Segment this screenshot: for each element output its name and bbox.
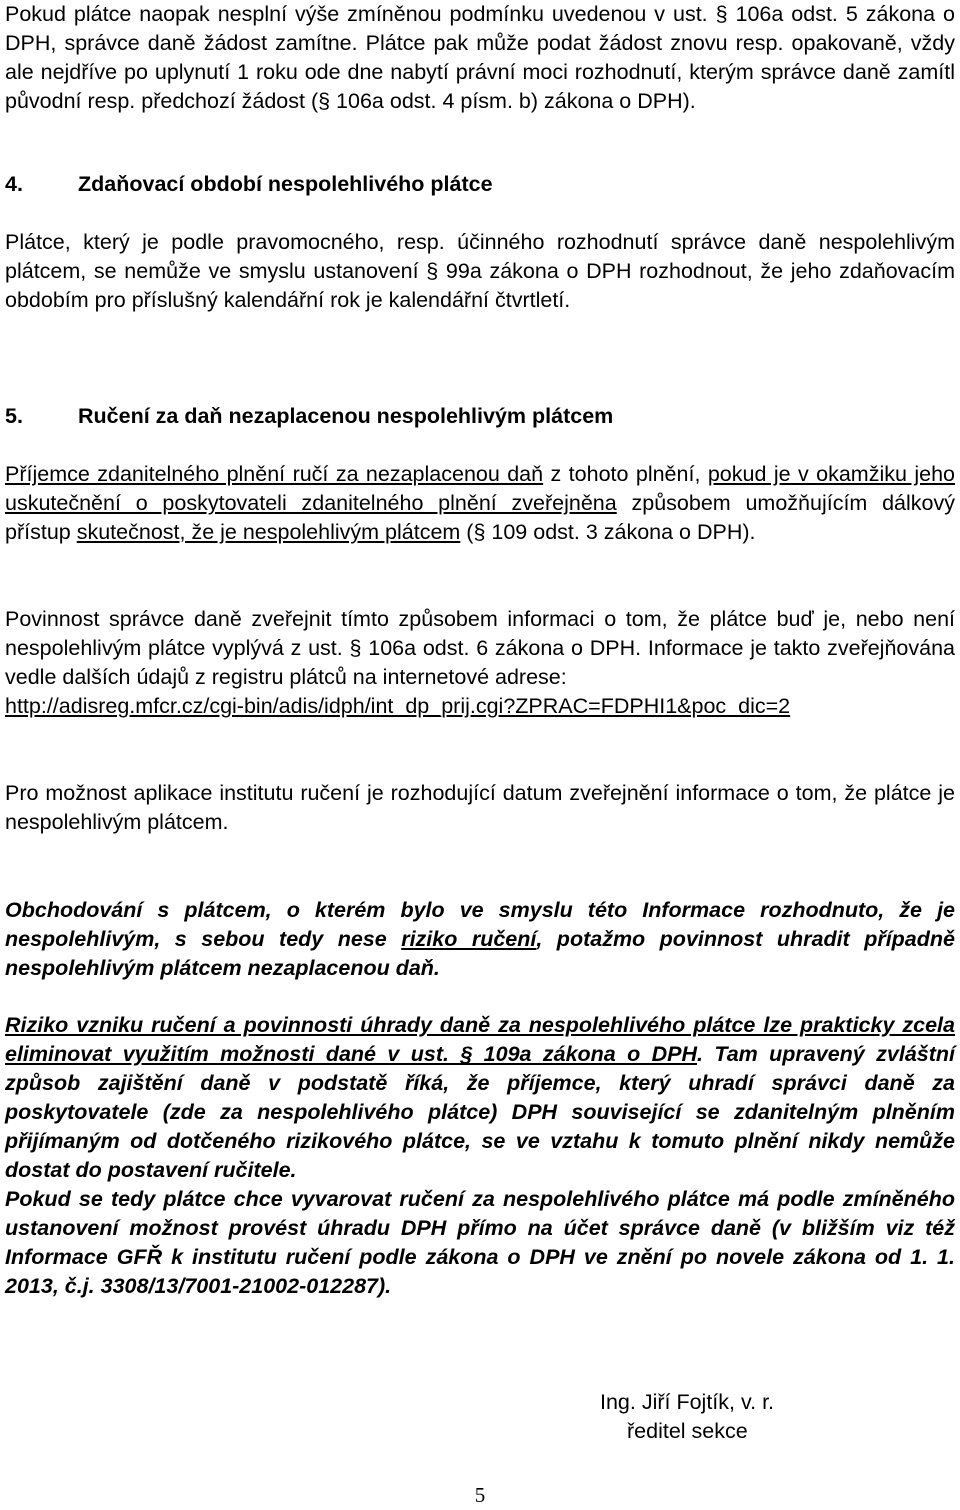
page-number: 5 <box>474 1483 486 1507</box>
registry-link[interactable]: http://adisreg.mfcr.cz/cgi-bin/adis/idph/int_dp_prij.cgi?ZPRAC=FDPHI1&poc_dic=2 <box>5 694 791 718</box>
section-4-number: 4. <box>5 172 23 196</box>
liability-seg7: skutečnost, že je nespolehlivým plátcem <box>76 520 461 544</box>
paragraph-decisive-date <box>5 779 955 837</box>
paragraph-risk-elimination <box>5 1011 955 1301</box>
section-5-heading <box>5 402 613 431</box>
paragraph-refusal-text: Pokud plátce naopak nesplní výše zmíněnou podmínku uvedenou v ust. § 106a odst. 5 zákona o DPH, správce daně žádost zamítne. Plátce pak může podat žádost znovu resp. opakovaně, vždy ale nejdříve po uplynutí 1 roku ode dne nabytí právní moci rozhodnutí, kterým správce daně zamítl původní resp. předchozí žádost (§ 106a odst. 4 písm. b) zákona o DPH). <box>5 2 955 113</box>
paragraph-liability <box>5 460 955 547</box>
risk-elimination-seg1: Riziko vzniku ručení a povinnosti úhrady daně za nespolehlivého plátce lze prakticky zcela eliminovat využitím možnosti dané v ust. § 109a zákona o DPH <box>5 1013 955 1066</box>
section-5-number: 5. <box>5 404 23 428</box>
signature-name: Ing. Jiří Fojtík, v. r. <box>600 1390 775 1414</box>
liability-seg1: Příjemce zdanitelného plnění ručí za nezaplacenou daň <box>5 462 544 486</box>
liability-seg4 <box>617 491 632 515</box>
risk-elimination-seg2: . Tam upravený zvláštní způsob zajištění daně v podstatě říká, že příjemce, který uhradí správci daně za poskytovatele (zde za nespolehlivého plátce) DPH související se zdanitelným plněním přijímaným od dotčeného rizikového plátce, se ve vztahu k tomuto plnění nikdy nemůže dostat do postavení ručitele. <box>5 1042 955 1182</box>
liability-seg2: z tohoto plnění, <box>543 462 708 486</box>
paragraph-publication-text: Povinnost správce daně zveřejnit tímto způsobem informaci o tom, že plátce buď je, nebo není nespolehlivým plátce vyplývá z ust. § 106a odst. 6 zákona o DPH. Informace je takto zveřejňována vedle dalších údajů z registru plátců na internetové adrese: <box>5 607 955 689</box>
section-4-heading <box>5 170 493 199</box>
paragraph-tax-period-text: Plátce, který je podle pravomocného, resp. účinného rozhodnutí správce daně nespolehlivým plátcem, se nemůže ve smyslu ustanovení § 99a zákona o DPH rozhodnout, že jeho zdaňovacím obdobím pro příslušný kalendářní rok je kalendářní čtvrtletí. <box>5 230 955 312</box>
paragraph-trading-risk <box>5 896 955 983</box>
risk-elimination-seg3: Pokud se tedy plátce chce vyvarovat ručení za nespolehlivého plátce má podle zmíněného ustanovení možnost provést úhradu DPH přímo na účet správce daně (v bližším viz též Informace GFŘ k institutu ručení podle zákona o DPH ve znění po novele zákona od 1. 1. 2013, č.j. 3308/13/7001-21002-012287). <box>5 1187 955 1298</box>
paragraph-decisive-date-text: Pro možnost aplikace institutu ručení je rozhodující datum zveřejnění informace o tom, že plátce je nespolehlivým plátcem. <box>5 781 955 834</box>
signature-block <box>600 1388 900 1446</box>
trading-risk-seg3: , potažmo povinnost uhradit případně nespolehlivým plátcem nezaplacenou daň. <box>5 927 955 980</box>
trading-risk-seg1: Obchodování s plátcem, o kterém bylo ve smyslu této Informace rozhodnuto, že je nespolehlivým, s sebou tedy nese <box>5 898 955 951</box>
paragraph-publication <box>5 605 955 721</box>
liability-seg5: způsobem umožňujícím dálkový přístup <box>5 491 955 544</box>
liability-seg8: (§ 109 odst. 3 zákona o DPH). <box>460 520 756 544</box>
signature-role: ředitel sekce <box>627 1419 748 1443</box>
paragraph-tax-period <box>5 228 955 315</box>
liability-seg3: pokud je v okamžiku jeho uskutečnění o poskytovateli zdanitelného plnění zveřejněna <box>5 462 955 515</box>
section-4-title: Zdaňovací období nespolehlivého plátce <box>78 172 493 196</box>
section-5-title: Ručení za daň nezaplacenou nespolehlivým plátcem <box>78 404 614 428</box>
paragraph-refusal <box>5 0 955 116</box>
trading-risk-seg2: riziko ručení <box>401 927 537 951</box>
